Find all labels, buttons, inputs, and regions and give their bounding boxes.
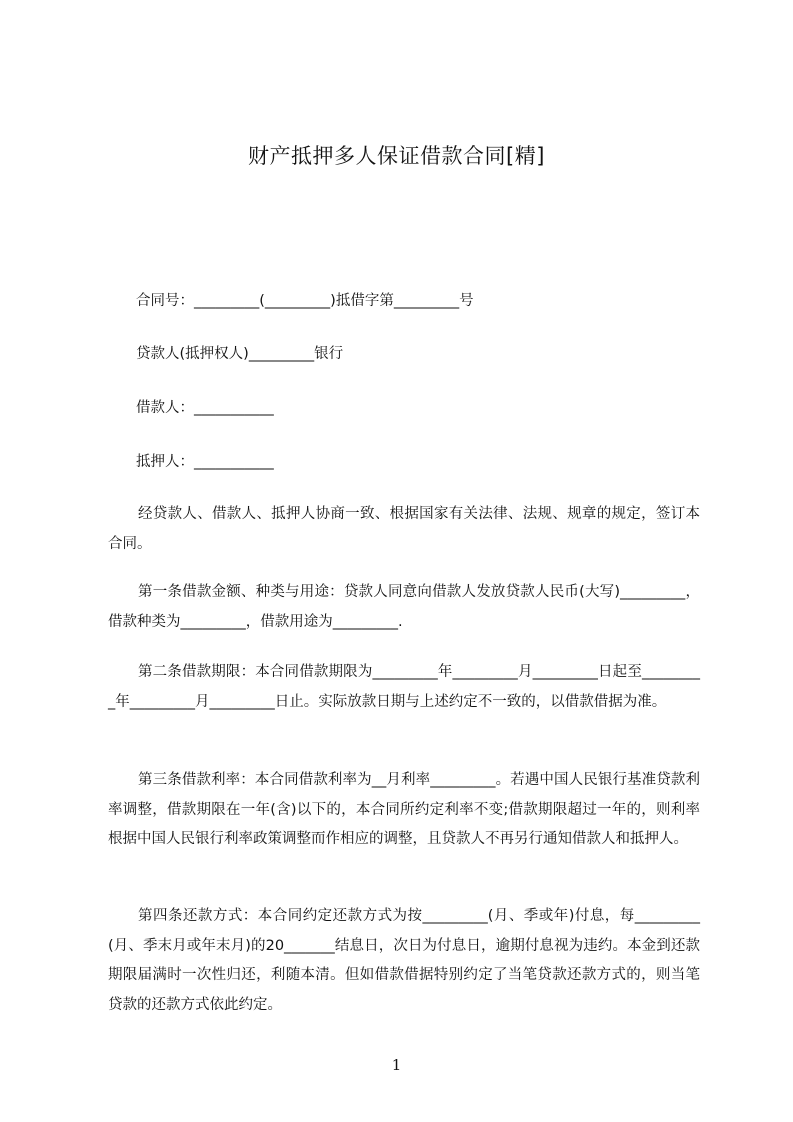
page-number: 1 [391,1056,402,1074]
article-3-paragraph: 第三条借款利率：本合同借款利率为__月利率_________。若遇中国人民银行基准贷款利率调整，借款期限在一年(含)以下的，本合同所约定利率不变;借款期限超过一年的，则利率根据中国人民银行利率政策调整而作相应的调整，且贷款人不再另行通知借款人和抵押人。 [108,772,700,847]
mortgagor-field: 抵押人：___________ [136,454,274,470]
contract-number-field: 合同号：_________(_________)抵借字第_________号 [136,293,474,309]
article-2-paragraph: 第二条借款期限：本合同借款期限为_________年_________月_________日起至_________年_________月_________日止。实际放款日期与上述约定不一致的，以借款借据为准。 [108,664,700,710]
article-1-paragraph: 第一条借款金额、种类与用途：贷款人同意向借款人发放贷款人民币(大写)_________，借款种类为_________，借款用途为_________. [108,584,700,630]
article-4-paragraph: 第四条还款方式：本合同约定还款方式为按_________(月、季或年)付息，每_________(月、季末月或年末月)的20_______结息日，次日为付息日，逾期付息视为违约。本金到还款期限届满时一次性归还，利随本清。但如借款借据特别约定了当笔贷款还款方式的，则当笔贷款的还款方式依此约定。 [108,908,700,1013]
borrower-field: 借款人：___________ [136,400,274,416]
document-title: 财产抵押多人保证借款合同[精] [248,144,545,168]
lender-field: 贷款人(抵押权人)_________银行 [136,346,344,362]
intro-paragraph: 经贷款人、借款人、抵押人协商一致、根据国家有关法律、法规、规章的规定，签订本合同。 [108,506,700,552]
